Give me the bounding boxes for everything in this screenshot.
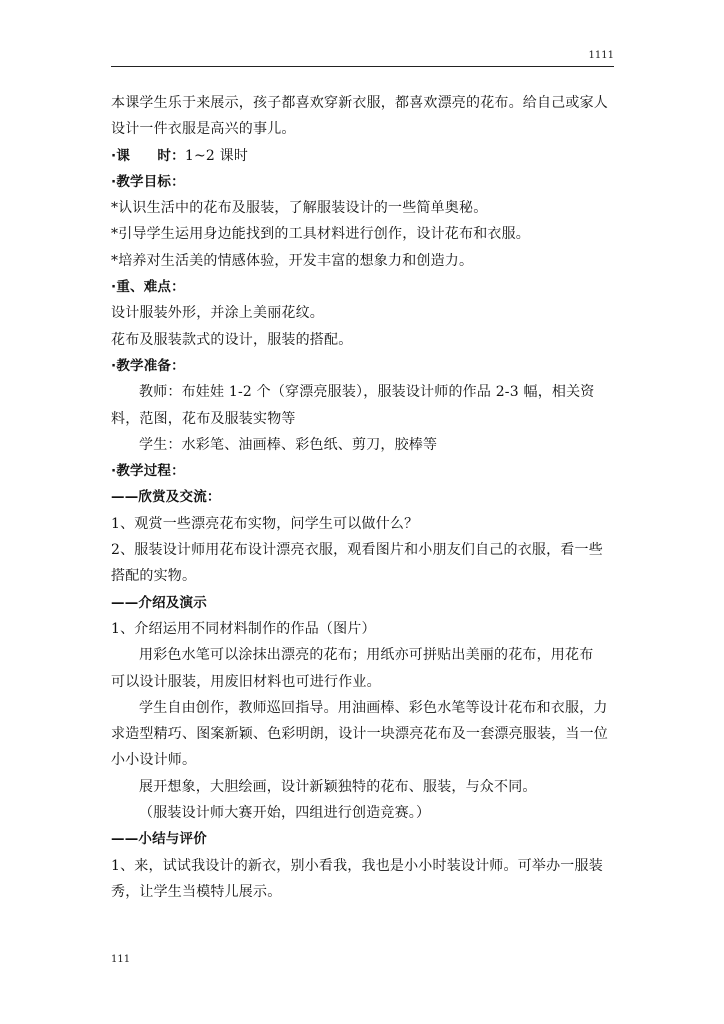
intro-line-1: 本课学生乐于来展示，孩子都喜欢穿新衣服，都喜欢漂亮的花布。给自己或家人 [111, 95, 608, 111]
key-point-2: 花布及服装款式的设计，服装的搭配。 [111, 331, 353, 348]
prep-student: 学生：水彩笔、油画棒、彩色纸、剪刀，胶棒等 [139, 436, 438, 453]
summary-line-2: 秀，让学生当模特儿展示。 [111, 883, 282, 900]
prep-teacher-line-1: 教师：布娃娃 1-2 个（穿漂亮服装），服装设计师的作品 2-3 幅，相关资 [139, 384, 595, 401]
appreciation-step-2-line-1: 2、服装设计师用花布设计漂亮衣服，观看图片和小朋友们自己的衣服，看一些 [111, 542, 603, 559]
goal-3: *培养对生活美的情感体验，开发丰富的想象力和创造力。 [111, 252, 474, 269]
key-point-1: 设计服装外形，并涂上美丽花纹。 [111, 305, 324, 322]
class-hours-label: ·课 时： [111, 147, 185, 164]
header-page-number: 1111 [588, 50, 614, 61]
intro-step-1: 1、介绍运用不同材料制作的作品（图片） [111, 620, 376, 637]
footer-page-number: 111 [111, 954, 131, 965]
intro-para-3: 展开想象，大胆绘画，设计新颖独特的花布、服装，与众不同。 [139, 778, 537, 795]
section-introduction: ——介绍及演示 [111, 594, 207, 611]
class-hours-line [111, 143, 617, 169]
prep-teacher-line-2: 料，范图，花布及服装实物等 [111, 410, 296, 427]
intro-line-2: 设计一件衣服是高兴的事儿。 [111, 121, 296, 138]
intro-para-2-line-2: 求造型精巧、图案新颖、色彩明朗，设计一块漂亮花布及一套漂亮服装，当一位 [111, 726, 608, 743]
section-appreciation: ——欣赏及交流： [111, 489, 221, 506]
section-summary: ——小结与评价 [111, 831, 207, 848]
heading-preparation: ·教学准备： [111, 357, 185, 374]
document-body [111, 90, 617, 905]
summary-line-1: 1、来，试试我设计的新衣，别小看我，我也是小小时装设计师。可举办一服装 [111, 857, 603, 874]
class-hours-value: 1~2 课时 [184, 147, 249, 164]
intro-para-2-line-1: 学生自由创作，教师巡回指导。用油画棒、彩色水笔等设计花布和衣服，力 [139, 699, 608, 716]
intro-para-4: （服装设计师大赛开始，四组进行创造竞赛。） [139, 805, 431, 822]
heading-key-points: ·重、难点： [111, 279, 185, 296]
intro-para-1-line-1: 用彩色水笔可以涂抹出漂亮的花布；用纸亦可拼贴出美丽的花布，用花布 [139, 647, 594, 664]
goal-1: *认识生活中的花布及服装，了解服装设计的一些简单奥秘。 [111, 200, 488, 217]
appreciation-step-1: 1、观赏一些漂亮花布实物，问学生可以做什么？ [111, 515, 419, 532]
intro-para-2-line-3: 小小设计师。 [111, 752, 197, 769]
goal-2: *引导学生运用身边能找到的工具材料进行创作，设计花布和衣服。 [111, 226, 530, 243]
header-divider [111, 66, 614, 67]
appreciation-step-2-line-2: 搭配的实物。 [111, 568, 197, 585]
intro-para-1-line-2: 可以设计服装，用废旧材料也可进行作业。 [111, 673, 381, 690]
heading-teaching-goals: ·教学目标： [111, 173, 185, 190]
heading-process: ·教学过程： [111, 463, 185, 480]
